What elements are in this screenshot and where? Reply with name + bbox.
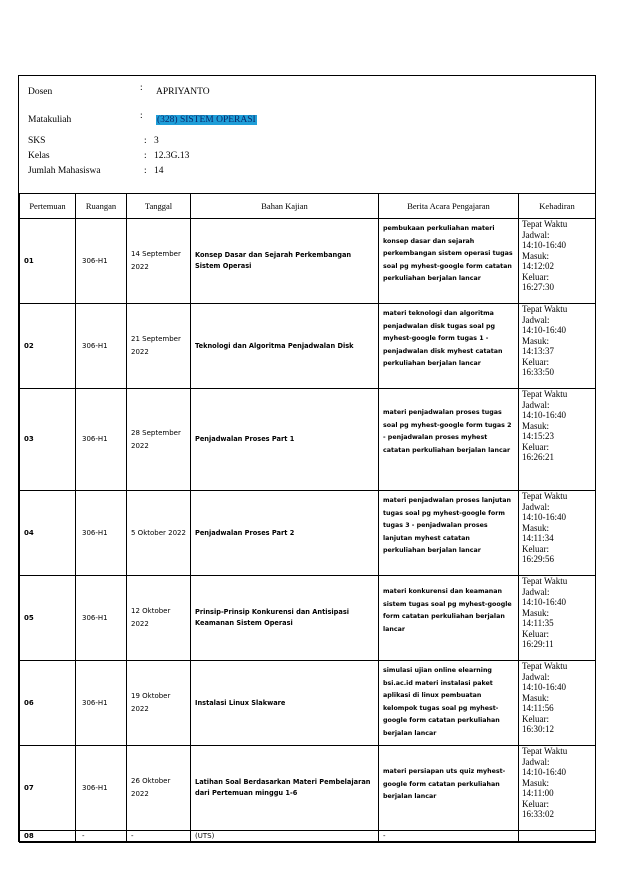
cell-ruang: -: [76, 831, 127, 843]
table-header-row: [20, 194, 596, 219]
cell-bahan: Konsep Dasar dan Sejarah Perkembangan Sistem Operasi: [191, 219, 379, 304]
table-row: [20, 491, 596, 576]
cell-ruang: 306-H1: [76, 219, 127, 304]
cell-kehadiran: Tepat Waktu Jadwal: 14:10-16:40 Masuk: 14:11:00 Keluar: 16:33:02: [519, 746, 596, 831]
col-header-bahan: Bahan Kajian: [191, 194, 379, 219]
cell-tanggal: 21 September 2022: [127, 304, 191, 389]
cell-tanggal: 12 Oktober 2022: [127, 576, 191, 661]
cell-bahan: Penjadwalan Proses Part 1: [191, 389, 379, 491]
sks-label: SKS: [28, 136, 46, 146]
cell-bahan: Penjadwalan Proses Part 2: [191, 491, 379, 576]
colon: :: [144, 166, 147, 176]
cell-no: 08: [20, 831, 76, 843]
kelas-value: 12.3G.13: [154, 151, 190, 161]
col-header-kehadiran: Kehadiran: [519, 194, 596, 219]
cell-kehadiran: Tepat Waktu Jadwal: 14:10-16:40 Masuk: 14:11:35 Keluar: 16:29:11: [519, 576, 596, 661]
meeting-table: [19, 193, 596, 843]
col-header-pertemuan: Pertemuan: [20, 194, 76, 219]
table-row: [20, 746, 596, 831]
cell-berita: simulasi ujian online elearning bsi.ac.id materi instalasi paket aplikasi di linux pembuatan kelompok tugas soal pg myhest-google form catatan perkuliahan berjalan lancar: [379, 661, 519, 746]
cell-tanggal: 28 September 2022: [127, 389, 191, 491]
cell-no: 02: [20, 304, 76, 389]
col-header-tanggal: Tanggal: [127, 194, 191, 219]
cell-no: 03: [20, 389, 76, 491]
cell-ruang: 306-H1: [76, 389, 127, 491]
cell-tanggal: 19 Oktober 2022: [127, 661, 191, 746]
dosen-label: Dosen: [28, 87, 53, 97]
cell-berita: materi teknologi dan algoritma penjadwalan disk tugas soal pg myhest-google form tugas 1 - penjadwalan disk myhest catatan perkuliahan berjalan lancar: [379, 304, 519, 389]
cell-tanggal: 5 Oktober 2022: [127, 491, 191, 576]
jumlah-label: Jumlah Mahasiswa: [28, 166, 101, 176]
cell-kehadiran: [519, 831, 596, 843]
matkul-label: Matakuliah: [28, 115, 72, 125]
cell-ruang: 306-H1: [76, 661, 127, 746]
cell-ruang: 306-H1: [76, 304, 127, 389]
cell-ruang: 306-H1: [76, 491, 127, 576]
cell-kehadiran: Tepat Waktu Jadwal: 14:10-16:40 Masuk: 14:11:56 Keluar: 16:30:12: [519, 661, 596, 746]
cell-ruang: 306-H1: [76, 576, 127, 661]
cell-no: 05: [20, 576, 76, 661]
col-header-berita: Berita Acara Pengajaran: [379, 194, 519, 219]
cell-berita: materi persiapan uts quiz myhest-google form catatan perkuliahan berjalan lancar: [379, 746, 519, 831]
jumlah-value: 14: [154, 166, 164, 176]
cell-tanggal: 14 September 2022: [127, 219, 191, 304]
table-row: [20, 831, 596, 843]
attendance-document: [18, 75, 596, 842]
cell-berita: pembukaan perkuliahan materi konsep dasar dan sejarah perkembangan sistem operasi tugas soal pg myhest-google form catatan perkuliahan berjalan lancar: [379, 219, 519, 304]
cell-berita: materi penjadwalan proses lanjutan tugas soal pg myhest-google form tugas 3 - penjadwalan proses lanjutan myhest catatan perkuliahan berjalan lancar: [379, 491, 519, 576]
cell-berita: materi konkurensi dan keamanan sistem tugas soal pg myhest-google form catatan perkuliahan berjalan lancar: [379, 576, 519, 661]
table-row: [20, 304, 596, 389]
cell-no: 01: [20, 219, 76, 304]
cell-tanggal: -: [127, 831, 191, 843]
cell-bahan: Prinsip-Prinsip Konkurensi dan Antisipasi Keamanan Sistem Operasi: [191, 576, 379, 661]
course-header: [19, 76, 595, 194]
table-row: [20, 389, 596, 491]
colon: :: [144, 151, 147, 161]
table-row: [20, 661, 596, 746]
cell-berita: -: [379, 831, 519, 843]
cell-kehadiran: Tepat Waktu Jadwal: 14:10-16:40 Masuk: 14:11:34 Keluar: 16:29:56: [519, 491, 596, 576]
cell-bahan: (UTS): [191, 831, 379, 843]
colon: :: [140, 111, 143, 121]
table-row: [20, 576, 596, 661]
sks-value: 3: [154, 136, 159, 146]
colon: :: [144, 136, 147, 146]
cell-kehadiran: Tepat Waktu Jadwal: 14:10-16:40 Masuk: 14:13:37 Keluar: 16:33:50: [519, 304, 596, 389]
col-header-ruangan: Ruangan: [76, 194, 127, 219]
colon: :: [140, 83, 143, 93]
dosen-value: APRIYANTO: [156, 87, 210, 97]
cell-bahan: Teknologi dan Algoritma Penjadwalan Disk: [191, 304, 379, 389]
cell-bahan: Instalasi Linux Slakware: [191, 661, 379, 746]
cell-kehadiran: Tepat Waktu Jadwal: 14:10-16:40 Masuk: 14:15:23 Keluar: 16:26:21: [519, 389, 596, 491]
table-row: [20, 219, 596, 304]
cell-no: 04: [20, 491, 76, 576]
cell-berita: materi penjadwalan proses tugas soal pg myhest-google form tugas 2 - penjadwalan proses myhest catatan perkuliahan berjalan lancar: [379, 389, 519, 491]
cell-kehadiran: Tepat Waktu Jadwal: 14:10-16:40 Masuk: 14:12:02 Keluar: 16:27:30: [519, 219, 596, 304]
cell-ruang: 306-H1: [76, 746, 127, 831]
cell-bahan: Latihan Soal Berdasarkan Materi Pembelajaran dari Pertemuan minggu 1-6: [191, 746, 379, 831]
kelas-label: Kelas: [28, 151, 50, 161]
cell-no: 07: [20, 746, 76, 831]
cell-tanggal: 26 Oktober 2022: [127, 746, 191, 831]
matkul-value: (328) SISTEM OPERASI: [157, 115, 256, 125]
cell-no: 06: [20, 661, 76, 746]
